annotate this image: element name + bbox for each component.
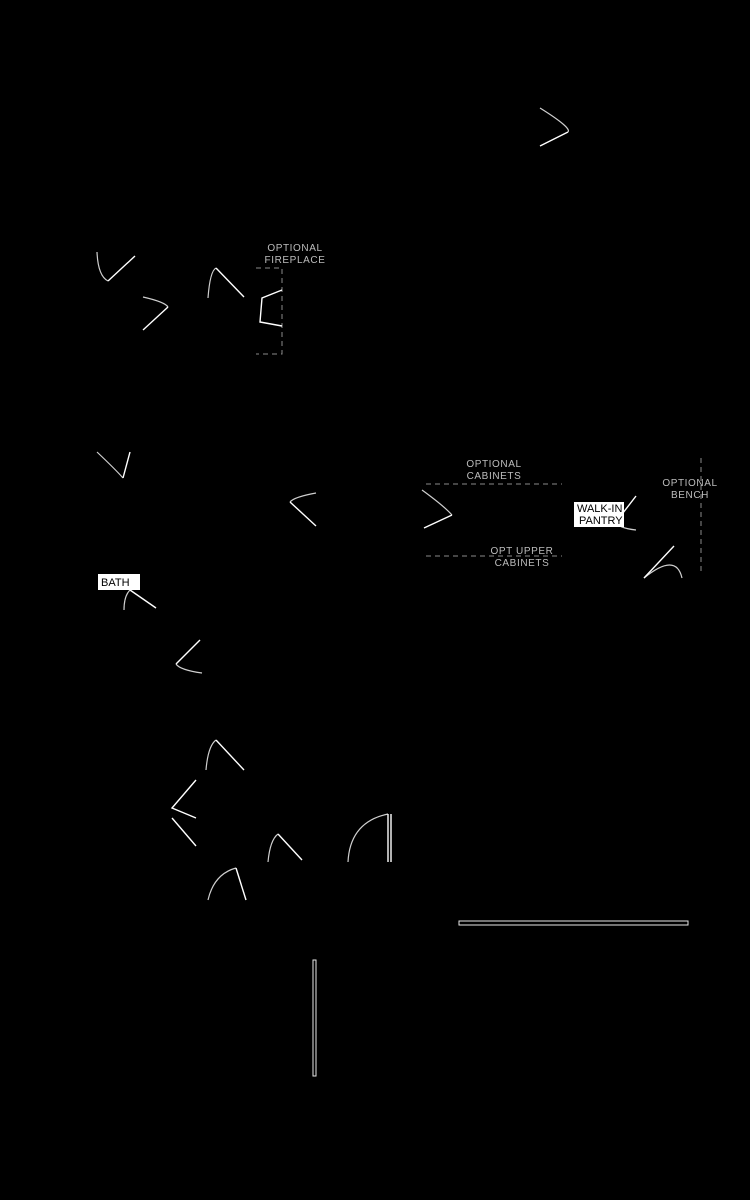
note-opt-upper-cabinets <box>490 546 553 569</box>
pantry-label-line1: WALK-IN <box>577 503 623 515</box>
note-fireplace-line1: OPTIONAL <box>267 243 323 254</box>
bath-label-text: BATH <box>101 577 130 589</box>
note-optional-fireplace <box>265 243 326 266</box>
door-swing-upper-left-b <box>143 297 168 330</box>
note-optional-cabinets <box>466 459 521 482</box>
note-cabinets-line2: CABINETS <box>466 471 522 482</box>
door-swing-lower-a <box>206 740 244 770</box>
door-swing-lower-d <box>208 868 246 900</box>
note-cabinets-line1: OPTIONAL <box>466 459 522 470</box>
door-swing-bath <box>124 590 156 610</box>
pantry-label-line2: PANTRY <box>579 515 623 527</box>
door-swing-bench <box>644 546 682 578</box>
note-upper-cabinets-line2: CABINETS <box>494 558 550 569</box>
room-label-bath <box>98 574 140 590</box>
note-bench-line1: OPTIONAL <box>662 478 718 489</box>
note-fireplace-line2: FIREPLACE <box>264 255 326 266</box>
door-swing-hall <box>176 640 202 673</box>
door-swing-upper-mid <box>208 268 244 298</box>
door-swing-double <box>172 780 196 846</box>
fireplace-outline <box>256 268 282 354</box>
door-swing-upper-left-a <box>97 252 135 281</box>
door-swing-top <box>540 108 568 146</box>
wall-segments <box>313 921 688 1076</box>
door-swing-lower-c <box>348 814 391 862</box>
room-label-pantry <box>574 502 624 527</box>
door-swing-left-mid <box>97 452 130 478</box>
note-upper-cabinets-line1: OPT UPPER <box>490 546 554 557</box>
note-optional-bench <box>662 478 717 501</box>
door-swing-lower-b <box>268 834 302 862</box>
door-swing-center-a <box>290 493 316 526</box>
note-bench-line2: BENCH <box>670 490 710 501</box>
door-swing-center-b <box>422 490 452 528</box>
